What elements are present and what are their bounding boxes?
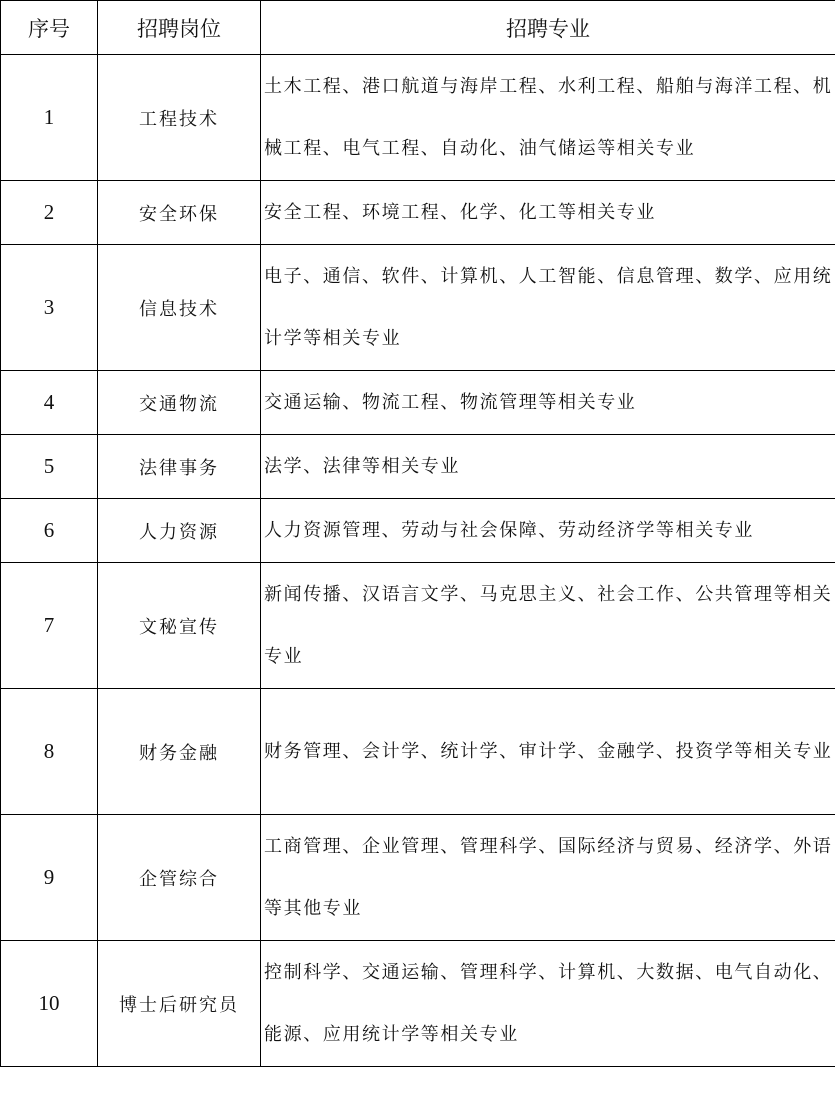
- header-position: 招聘岗位: [98, 1, 261, 55]
- row-major: 安全工程、环境工程、化学、化工等相关专业: [261, 181, 835, 245]
- row-position: 博士后研究员: [98, 941, 261, 1067]
- table-row: [1, 371, 835, 435]
- row-major: 控制科学、交通运输、管理科学、计算机、大数据、电气自动化、能源、应用统计学等相关专业: [261, 941, 835, 1067]
- table-row: [1, 815, 835, 941]
- table-row: [1, 245, 835, 371]
- row-index: 1: [1, 55, 98, 181]
- header-row: [1, 1, 835, 55]
- row-index: 8: [1, 689, 98, 815]
- row-index: 7: [1, 563, 98, 689]
- row-major: 土木工程、港口航道与海岸工程、水利工程、船舶与海洋工程、机械工程、电气工程、自动化、油气储运等相关专业: [261, 55, 835, 181]
- row-index: 4: [1, 371, 98, 435]
- row-index: 5: [1, 435, 98, 499]
- row-index: 10: [1, 941, 98, 1067]
- row-major: 财务管理、会计学、统计学、审计学、金融学、投资学等相关专业: [261, 689, 835, 815]
- table-row: [1, 181, 835, 245]
- row-index: 3: [1, 245, 98, 371]
- row-index: 2: [1, 181, 98, 245]
- row-major: 工商管理、企业管理、管理科学、国际经济与贸易、经济学、外语等其他专业: [261, 815, 835, 941]
- row-position: 安全环保: [98, 181, 261, 245]
- row-major: 交通运输、物流工程、物流管理等相关专业: [261, 371, 835, 435]
- row-major: 新闻传播、汉语言文学、马克思主义、社会工作、公共管理等相关专业: [261, 563, 835, 689]
- row-position: 信息技术: [98, 245, 261, 371]
- header-index: 序号: [1, 1, 98, 55]
- header-major: 招聘专业: [261, 1, 835, 55]
- table-row: [1, 435, 835, 499]
- row-index: 9: [1, 815, 98, 941]
- row-major: 人力资源管理、劳动与社会保障、劳动经济学等相关专业: [261, 499, 835, 563]
- table-row: [1, 563, 835, 689]
- row-position: 法律事务: [98, 435, 261, 499]
- row-major: 法学、法律等相关专业: [261, 435, 835, 499]
- row-position: 工程技术: [98, 55, 261, 181]
- table-row: [1, 689, 835, 815]
- row-major: 电子、通信、软件、计算机、人工智能、信息管理、数学、应用统计学等相关专业: [261, 245, 835, 371]
- row-position: 企管综合: [98, 815, 261, 941]
- row-position: 交通物流: [98, 371, 261, 435]
- row-position: 文秘宣传: [98, 563, 261, 689]
- table-row: [1, 55, 835, 181]
- table-row: [1, 941, 835, 1067]
- row-position: 财务金融: [98, 689, 261, 815]
- row-index: 6: [1, 499, 98, 563]
- table-row: [1, 499, 835, 563]
- row-position: 人力资源: [98, 499, 261, 563]
